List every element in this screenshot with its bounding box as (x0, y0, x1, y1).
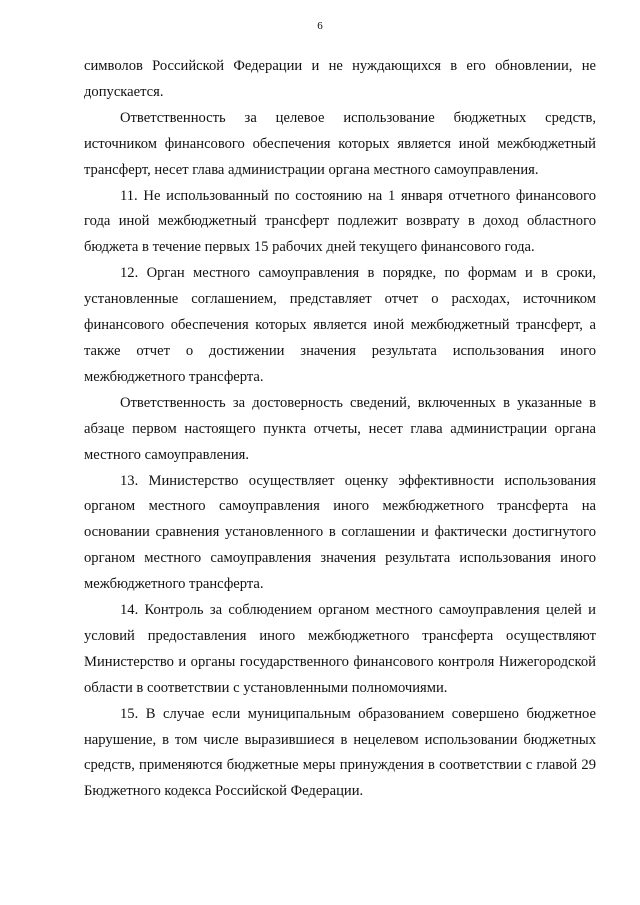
page-number: 6 (317, 20, 323, 32)
paragraph-continuation: символов Российской Федерации и не нуждающихся в его обновлении, не допускается. (84, 58, 596, 100)
paragraph-responsibility-reliability: Ответственность за достоверность сведений, включенных в указанные в абзаце первом настоящего пункта отчеты, несет глава администрации органа местного самоуправления. (84, 394, 596, 463)
paragraph-item-14: 14. Контроль за соблюдением органом местного самоуправления целей и условий предоставления иного межбюджетного трансферта осуществляют Министерство и органы государственного финансового контроля Нижегородской области в соответствии с установленными полномочиями. (84, 602, 596, 696)
document-body (84, 54, 596, 805)
paragraph-item-12: 12. Орган местного самоуправления в порядке, по формам и в сроки, установленные соглашением, представляет отчет о расходах, источником финансового обеспечения которых является иной межбюджетный трансферт, а также отчет о достижении значения результата использования иного межбюджетного трансферта. (84, 265, 596, 385)
paragraph-item-15: 15. В случае если муниципальным образованием совершено бюджетное нарушение, в том числе выразившиеся в нецелевом использовании бюджетных средств, применяются бюджетные меры принуждения в соответствии с главой 29 Бюджетного кодекса Российской Федерации. (84, 705, 596, 800)
paragraph-item-13: 13. Министерство осуществляет оценку эффективности использования органом местного самоуправления иного межбюджетного трансферта на основании сравнения установленного в соглашении и фактически достигнутого органом местного самоуправления значения результата использования иного межбюджетного трансферта. (84, 472, 596, 593)
paragraph-responsibility-target-use: Ответственность за целевое использование бюджетных средств, источником финансового обеспечения которых является иной межбюджетный трансферт, несет глава администрации органа местного самоуправления. (84, 109, 596, 178)
paragraph-item-11: 11. Не использованный по состоянию на 1 января отчетного финансового года иной межбюджетный трансферт подлежит возврату в доход областного бюджета в течение первых 15 рабочих дней текущего финансового года. (84, 187, 596, 256)
